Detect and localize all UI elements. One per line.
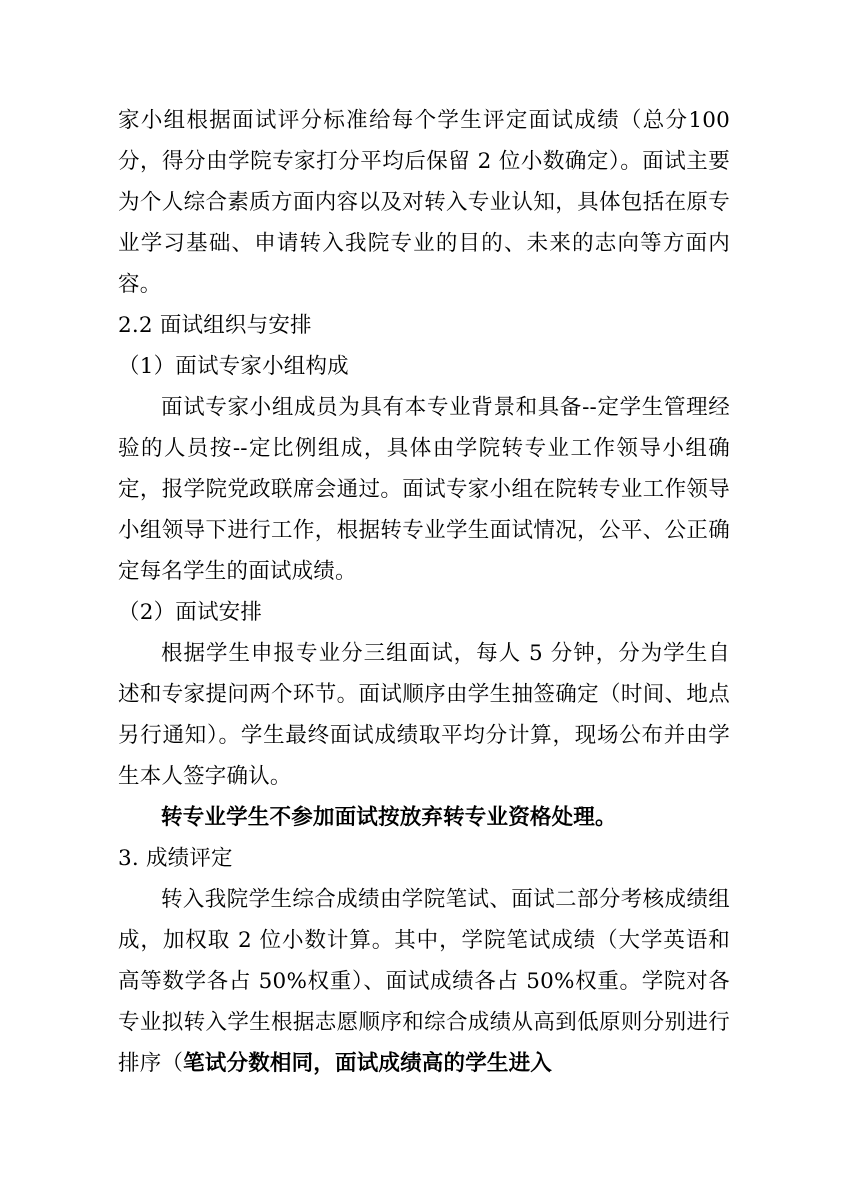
paragraph-grading-bold-tail: 笔试分数相同，面试成绩高的学生进入: [183, 1051, 553, 1076]
paragraph-grading-text: 转入我院学生综合成绩由学院笔试、面试二部分考核成绩组成，加权取 2 位小数计算。其中，学院笔试成绩（大学英语和高等数学各占 50%权重）、面试成绩各占 50%权重。学院对各专业拟转入学生根据志愿顺序和综合成绩从高到低原则分别进行排序（: [118, 887, 730, 1076]
document-body: [118, 100, 730, 1084]
section-heading-2-2: 2.2 面试组织与安排: [118, 313, 312, 338]
subsection-heading-interview-arrangement: （2）面试安排: [118, 600, 263, 625]
paragraph-notice-bold: 转专业学生不参加面试按放弃转专业资格处理。: [161, 805, 617, 830]
paragraph-grading: [118, 879, 730, 1084]
paragraph-continuation: 家小组根据面试评分标准给每个学生评定面试成绩（总分100 分，得分由学院专家打分平均后保留 2 位小数确定）。面试主要为个人综合素质方面内容以及对转入专业认知，具体包括在原专业学习基础、申请转入我院专业的目的、未来的志向等方面内容。: [118, 108, 730, 297]
paragraph-interview-arrangement: 根据学生申报专业分三组面试，每人 5 分钟，分为学生自述和专家提问两个环节。面试顺序由学生抽签确定（时间、地点另行通知）。学生最终面试成绩取平均分计算，现场公布并由学生本人签字确认。: [118, 641, 730, 789]
section-heading-3: 3. 成绩评定: [118, 846, 233, 871]
subsection-heading-interview-panel: （1）面试专家小组构成: [118, 354, 349, 379]
paragraph-interview-panel: 面试专家小组成员为具有本专业背景和具备--定学生管理经验的人员按--定比例组成，具体由学院转专业工作领导小组确定，报学院党政联席会通过。面试专家小组在院转专业工作领导小组领导下进行工作，根据转专业学生面试情况，公平、公正确定每名学生的面试成绩。: [118, 395, 730, 584]
